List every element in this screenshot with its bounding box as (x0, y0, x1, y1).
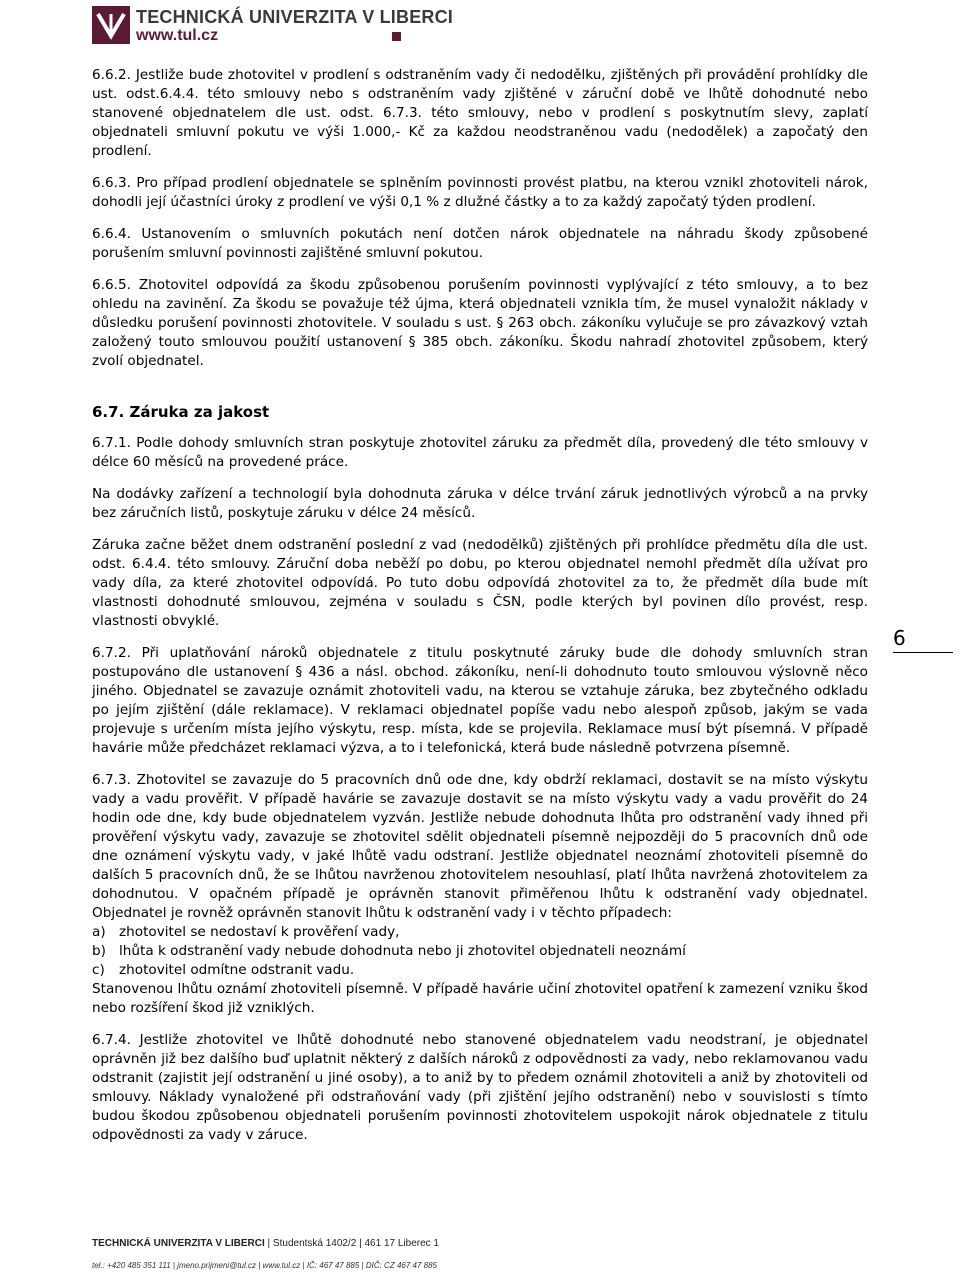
university-web[interactable]: www.tul.cz (136, 27, 219, 44)
paragraph-6-7-1: 6.7.1. Podle dohody smluvních stran poskytuje zhotovitel záruku za předmět díla, provedený dle této smlouvy v délce 60 měsíců na provedené práce. (92, 435, 868, 470)
document-body (92, 66, 868, 1158)
paragraph-6-7-3: 6.7.3. Zhotovitel se zavazuje do 5 pracovních dnů ode dne, kdy obdrží reklamaci, dostavit se na místo výskytu vady a vadu prověřit. V případě havárie se zavazuje dostavit se na místo výskytu vady a vadu prověřit do 24 hodin ode dne, kdy bude objednatelem vyzván. Jestliže nebude dohodnuta lhůta pro odstranění vady ihned při prověření výskytu vady, zavazuje se zhotovitel sdělit objednateli písemně nejpozději do 5 pracovních dnů ode dne oznámení výskytu vady, v jaké lhůtě vadu odstraní. Jestliže objednatel neoznámí zhotoviteli písemně do dalších 5 pracovních dnů, že se lhůtou navrženou zhotovitelem nesouhlasí, platí lhůta navržená zhotovitelem za dohodnutou. V opačném případě je oprávněn stanovit přiměřenou lhůtu k odstranění vady objednatel. Objednatel je rovněž oprávněn stanovit lhůtu k odstranění vady i v těchto případech: (92, 772, 868, 921)
list-text: zhotovitel odmítne odstranit vadu. (119, 962, 355, 978)
list-text: zhotovitel se nedostaví k prověření vady, (119, 924, 400, 940)
paragraph-6-6-2: 6.6.2. Jestliže bude zhotovitel v prodlení s odstraněním vady či nedodělku, zjištěných při provádění prohlídky dle ust. odst.6.4.4. této smlouvy nebo s odstraněním vady zjištěné v záruční době ve lhůtě dohodnuté nebo stanovené objednatelem dle ust. odst. 6.7.3. této smlouvy, nebo v prodlení s poskytnutím slevy, zaplatí objednateli smluvní pokutu ve výši 1.000,- Kč za každou neodstraněnou vadu (nedodělek) a započatý den prodlení. (92, 67, 868, 159)
page-number: 6 (893, 626, 953, 653)
brand-square-icon (392, 32, 401, 41)
paragraph-6-7-2: 6.7.2. Při uplatňování nároků objednatele z titulu poskytnuté záruky bude dle dohody smluvních stran postupováno dle ustanovení § 436 a násl. obchod. zákoníku, není-li dohodnuto touto smlouvou výslovně něco jiného. Objednatel se zavazuje oznámit zhotoviteli vadu, na kterou se vztahuje záruka, bez zbytečného odkladu po jejím zjištění (dále reklamace). V reklamaci objednatel popíše vadu nebo alespoň způsob, jakým se vada projevuje s určením místa jejího výskytu, resp. místa, kde se projevila. Reklamace musí být písemná. V případě havárie může předcházet reklamaci výzva, a to i telefonická, která bude následně potvrzena písemně. (92, 645, 868, 756)
paragraph-6-6-3: 6.6.3. Pro případ prodlení objednatele se splněním povinnosti provést platbu, na kterou vznikl zhotoviteli nárok, dohodli její účastníci úroky z prodlení ve výši 0,1 % z dlužné částky a to za každý započatý týden prodlení. (92, 175, 868, 210)
cases-list (92, 923, 868, 980)
list-marker: c) (92, 962, 105, 978)
list-marker: a) (92, 924, 106, 940)
paragraph-6-6-5: 6.6.5. Zhotovitel odpovídá za škodu způsobenou porušením povinnosti vyplývající z této smlouvy, a to bez ohledu na zavinění. Za škodu se považuje též újma, která objednateli vznikla tím, že musel vynaložit náklady v důsledku porušení povinnosti zhotovitele. V souladu s ust. § 263 obch. zákoníku vylučuje se pro závazkový vztah založený touto smlouvou použití ustanovení § 385 obch. zákoníku. Škodu nahradí zhotovitel způsobem, který zvolí objednatel. (92, 277, 868, 369)
list-item (92, 923, 868, 942)
footer (92, 1238, 868, 1270)
university-name: TECHNICKÁ UNIVERZITA V LIBERCI (136, 7, 454, 27)
list-marker: b) (92, 943, 106, 959)
paragraph-6-7-4: 6.7.4. Jestliže zhotovitel ve lhůtě dohodnuté nebo stanovené objednatelem vadu neodstraní, je objednatel oprávněn již bez dalšího buď uplatnit některý z dalších nároků z odpovědnosti za vady, nebo reklamovanou vadu odstranit (zajistit její odstranění u jiné osoby), a to aniž by to předem oznámil zhotoviteli a aniž by zhotoviteli od smlouvy. Náklady vynaložené při odstraňování vady (při zjištění jejího odstranění) nebo v souvislosti s tímto budou škodou způsobenou objednateli porušením povinnosti zhotovitelem uspokojit nárok objednatele z titulu odpovědnosti za vady v záruce. (92, 1032, 868, 1143)
footer-address-line (92, 1238, 868, 1249)
footer-address: | Studentská 1402/2 | 461 17 Liberec 1 (264, 1238, 439, 1249)
university-logo-icon (92, 6, 130, 44)
header (92, 6, 452, 46)
footer-university: TECHNICKÁ UNIVERZITA V LIBERCI (92, 1238, 265, 1249)
paragraph-deadline-notice: Stanovenou lhůtu oznámí zhotoviteli písemně. V případě havárie učiní zhotovitel opatření k zamezení vzniku škod nebo rozšíření škod již vzniklých. (92, 981, 868, 1016)
paragraph-supplies-warranty: Na dodávky zařízení a technologií byla dohodnuta záruka v délce trvání záruk jednotlivých výrobců a na prvky bez záručních listů, poskytuje záruku v délce 24 měsíců. (92, 486, 868, 521)
footer-contacts: tel.: +420 485 351 111 | jmeno.prijmeni@tul.cz | www.tul.cz | IČ: 467 47 885 | DIČ: CZ 467 47 885 (92, 1261, 437, 1270)
list-item (92, 942, 868, 961)
section-heading: 6.7. Záruka za jakost (92, 403, 270, 421)
list-item (92, 961, 868, 980)
paragraph-warranty-start: Záruka začne běžet dnem odstranění poslední z vad (nedodělků) zjištěných při prohlídce předmětu díla dle ust. odst. 6.4.4. této smlouvy. Záruční doba neběží po dobu, po kterou objednatel nemohl předmět díla užívat pro vady díla, za které zhotovitel odpovídá. Po tuto dobu odpovídá zhotovitel za to, že předmět díla bude mít vlastnosti dohodnuté smlouvou, zejména v souladu s ČSN, podle kterých byl povinen dílo provést, resp. vlastnosti obvyklé. (92, 537, 868, 629)
paragraph-6-6-4: 6.6.4. Ustanovením o smluvních pokutách není dotčen nárok objednatele na náhradu škody způsobené porušením smluvní povinnosti zajištěné smluvní pokutou. (92, 226, 868, 261)
list-text: lhůta k odstranění vady nebude dohodnuta nebo ji zhotovitel objednateli neoznámí (119, 943, 686, 959)
